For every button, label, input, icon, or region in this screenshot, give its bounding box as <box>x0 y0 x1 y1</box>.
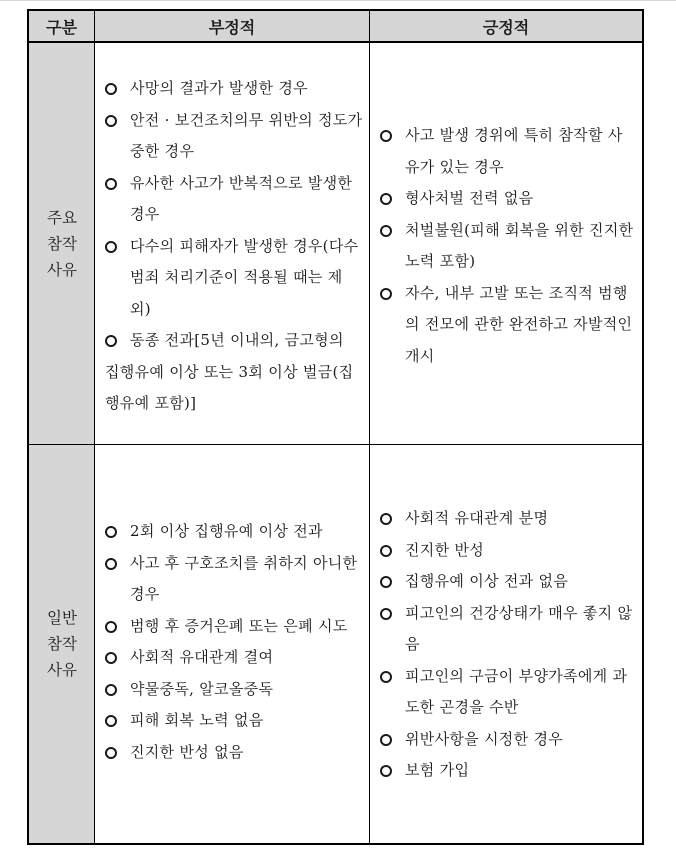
list-item: 사회적 유대관계 결여 <box>105 642 363 674</box>
list-item: 형사처벌 전력 없음 <box>380 183 636 215</box>
list-item: 피고인의 건강상태가 매우 좋지 않음 <box>380 598 636 661</box>
list-item: 보험 가입 <box>380 755 636 787</box>
list-item: 진지한 반성 <box>380 535 636 567</box>
list-item: 유사한 사고가 반복적으로 발생한 경우 <box>105 168 363 231</box>
list-item: 2회 이상 집행유예 이상 전과 <box>105 516 363 548</box>
row-label-general-line: 사유 <box>47 661 77 679</box>
list-item: 처벌불원(피해 회복을 위한 진지한 노력 포함) <box>380 215 636 278</box>
list-item: 사망의 결과가 발생한 경우 <box>105 73 363 105</box>
list-item: 동종 전과[5년 이내의, 금고형의 집행유예 이상 또는 3회 이상 벌금(집행유예 포함)] <box>105 325 363 420</box>
list-item: 사고 발생 경위에 특히 참작할 사유가 있는 경우 <box>380 120 636 183</box>
row-label-major-line: 사유 <box>47 260 77 279</box>
general-positive-cell <box>370 445 642 843</box>
header-negative: 부정적 <box>95 11 369 41</box>
row-label-general-line: 참작 <box>47 635 77 653</box>
page-top-rule <box>0 0 676 1</box>
header-positive: 긍정적 <box>370 11 642 41</box>
sentencing-factors-table <box>27 9 644 845</box>
list-item: 집행유예 이상 전과 없음 <box>380 566 636 598</box>
list-item: 사고 후 구호조치를 취하지 아니한 경우 <box>105 548 363 611</box>
list-item: 자수, 내부 고발 또는 조직적 범행의 전모에 관한 완전하고 자발적인 개시 <box>380 278 636 373</box>
list-item: 다수의 피해자가 발생한 경우(다수범죄 처리기준이 적용될 때는 제외) <box>105 231 363 326</box>
row-label-general-line: 일반 <box>47 609 77 627</box>
list-item: 범행 후 증거은폐 또는 은폐 시도 <box>105 611 363 643</box>
list-item: 사회적 유대관계 분명 <box>380 503 636 535</box>
list-item: 피해 회복 노력 없음 <box>105 705 363 737</box>
major-negative-cell <box>95 43 369 444</box>
row-label-major-line: 주요 <box>47 208 77 227</box>
row-label-general <box>29 445 95 843</box>
list-item: 안전 · 보건조치의무 위반의 정도가 중한 경우 <box>105 105 363 168</box>
major-positive-cell <box>370 43 642 444</box>
list-item: 약물중독, 알코올중독 <box>105 674 363 706</box>
list-item: 피고인의 구금이 부양가족에게 과도한 곤경을 수반 <box>380 661 636 724</box>
general-negative-cell <box>95 445 369 843</box>
list-item: 진지한 반성 없음 <box>105 737 363 769</box>
row-label-major-line: 참작 <box>47 234 77 253</box>
list-item: 위반사항을 시정한 경우 <box>380 724 636 756</box>
row-label-major <box>29 43 95 444</box>
header-category: 구분 <box>29 11 94 41</box>
